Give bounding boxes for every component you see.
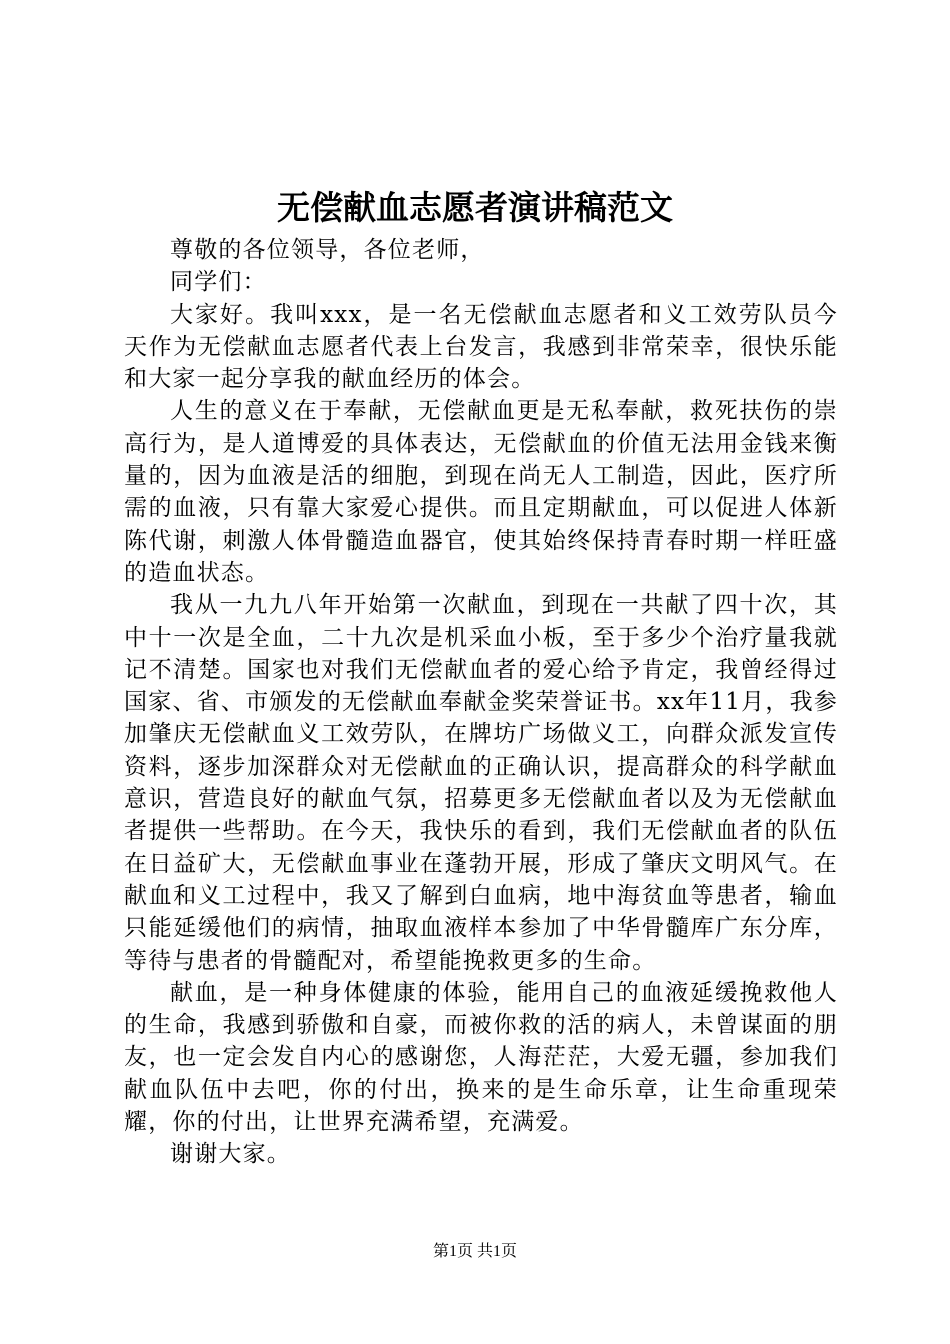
document-body bbox=[124, 234, 838, 1171]
page-footer: 第1页 共1页 bbox=[432, 1243, 517, 1260]
salutation-line-2: 同学们： bbox=[170, 269, 267, 296]
document-title: 无偿献血志愿者演讲稿范文 bbox=[277, 188, 673, 227]
paragraph-meaning: 人生的意义在于奉献，无偿献血更是无私奉献，救死扶伤的崇高行为，是人道博爱的具体表达，无偿献血的价值无法用金钱来衡量的，因为血液是活的细胞，到现在尚无人工制造，因此，医疗所需的血液，只有靠大家爱心提供。而且定期献血，可以促进人体新陈代谢，刺激人体骨髓造血器官，使其始终保持青春时期一样旺盛的造血状态。 bbox=[124, 398, 838, 586]
salutation-line-1: 尊敬的各位领导，各位老师， bbox=[170, 237, 485, 263]
paragraph-introduction: 大家好。我叫xxx，是一名无偿献血志愿者和义工效劳队员今天作为无偿献血志愿者代表上台发言，我感到非常荣幸，很快乐能和大家一起分享我的献血经历的体会。 bbox=[124, 301, 838, 393]
paragraph-experience: 我从一九九八年开始第一次献血，到现在一共献了四十次，其中十一次是全血，二十九次是机采血小板，至于多少个治疗量我就记不清楚。国家也对我们无偿献血者的爱心给予肯定，我曾经得过国家、省、市颁发的无偿献血奉献金奖荣誉证书。xx年11月，我参加肇庆无偿献血义工效劳队，在牌坊广场做义工，向群众派发宣传资料，逐步加深群众对无偿献血的正确认识，提高群众的科学献血意识，营造良好的献血气氛，招募更多无偿献血者以及为无偿献血者提供一些帮助。在今天，我快乐的看到，我们无偿献血者的队伍在日益矿大，无偿献血事业在蓬勃开展，形成了肇庆文明风气。在献血和义工过程中，我又了解到白血病，地中海贫血等患者，输血只能延缓他们的病情，抽取血液样本参加了中华骨髓库广东分库，等待与患者的骨髓配对，希望能挽救更多的生命。 bbox=[124, 592, 838, 974]
paragraph-appeal: 献血，是一种身体健康的体验，能用自己的血液延缓挽救他人的生命，我感到骄傲和自豪，而被你救的活的病人，未曾谋面的朋友，也一定会发自内心的感谢您，人海茫茫，大爱无疆，参加我们献血队伍中去吧，你的付出，换来的是生命乐章，让生命重现荣耀，你的付出，让世界充满希望，充满爱。 bbox=[124, 979, 838, 1136]
closing-line: 谢谢大家。 bbox=[170, 1141, 291, 1168]
